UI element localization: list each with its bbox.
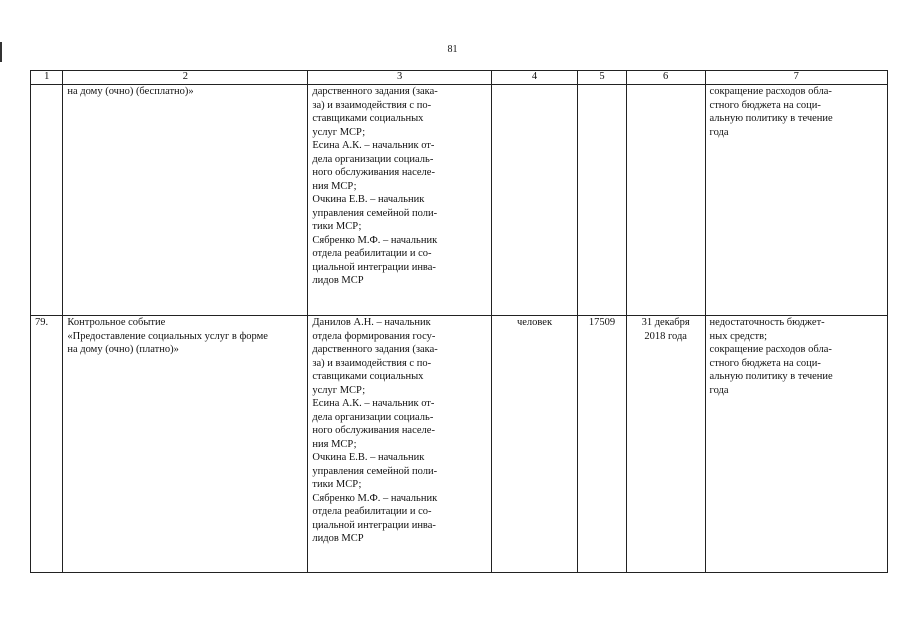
header-col-7: 7: [705, 71, 887, 85]
unit-cell: [491, 85, 577, 316]
header-col-4: 4: [491, 71, 577, 85]
unit-cell: человек: [491, 316, 577, 573]
document-table: [30, 70, 888, 573]
date-cell: 31 декабря 2018 года: [626, 316, 705, 573]
page-number: 81: [447, 44, 458, 55]
header-col-2: 2: [63, 71, 308, 85]
risks-cell: сокращение расходов обла- стного бюджета на соци- альную политику в течение года: [705, 85, 887, 316]
event-cell: Контрольное событие «Предоставление социальных услуг в форме на дому (очно) (платно)»: [63, 316, 308, 573]
responsible-cell: дарственного задания (зака- за) и взаимодействия с по- ставщиками социальных услуг МСР; Есина А.К. – начальник от- дела организации социаль- ного обслуживания населе- ния МСР; Очкина Е.В. – начальник управления семейной поли- тики МСР; Сябренко М.Ф. – начальник отдела реабилитации и со- циальной интеграции инва- лидов МСР: [308, 85, 491, 316]
header-col-5: 5: [578, 71, 627, 85]
header-col-3: 3: [308, 71, 491, 85]
value-cell: [578, 85, 627, 316]
header-col-6: 6: [626, 71, 705, 85]
table-row: [31, 316, 888, 573]
value-cell: 17509: [578, 316, 627, 573]
table-row: [31, 85, 888, 316]
table-header: [31, 71, 888, 85]
row-number: 79.: [31, 316, 63, 573]
event-cell: на дому (очно) (бесплатно)»: [63, 85, 308, 316]
row-number: [31, 85, 63, 316]
risks-cell: недостаточность бюджет- ных средств; сокращение расходов обла- стного бюджета на соци- альную политику в течение года: [705, 316, 887, 573]
responsible-cell: Данилов А.Н. – начальник отдела формирования госу- дарственного задания (зака- за) и взаимодействия с по- ставщиками социальных услуг МСР; Есина А.К. – начальник от- дела организации социаль- ного обслуживания населе- ния МСР; Очкина Е.В. – начальник управления семейной поли- тики МСР; Сябренко М.Ф. – начальник отдела реабилитации и со- циальной интеграции инва- лидов МСР: [308, 316, 491, 573]
header-col-1: 1: [31, 71, 63, 85]
date-cell: [626, 85, 705, 316]
